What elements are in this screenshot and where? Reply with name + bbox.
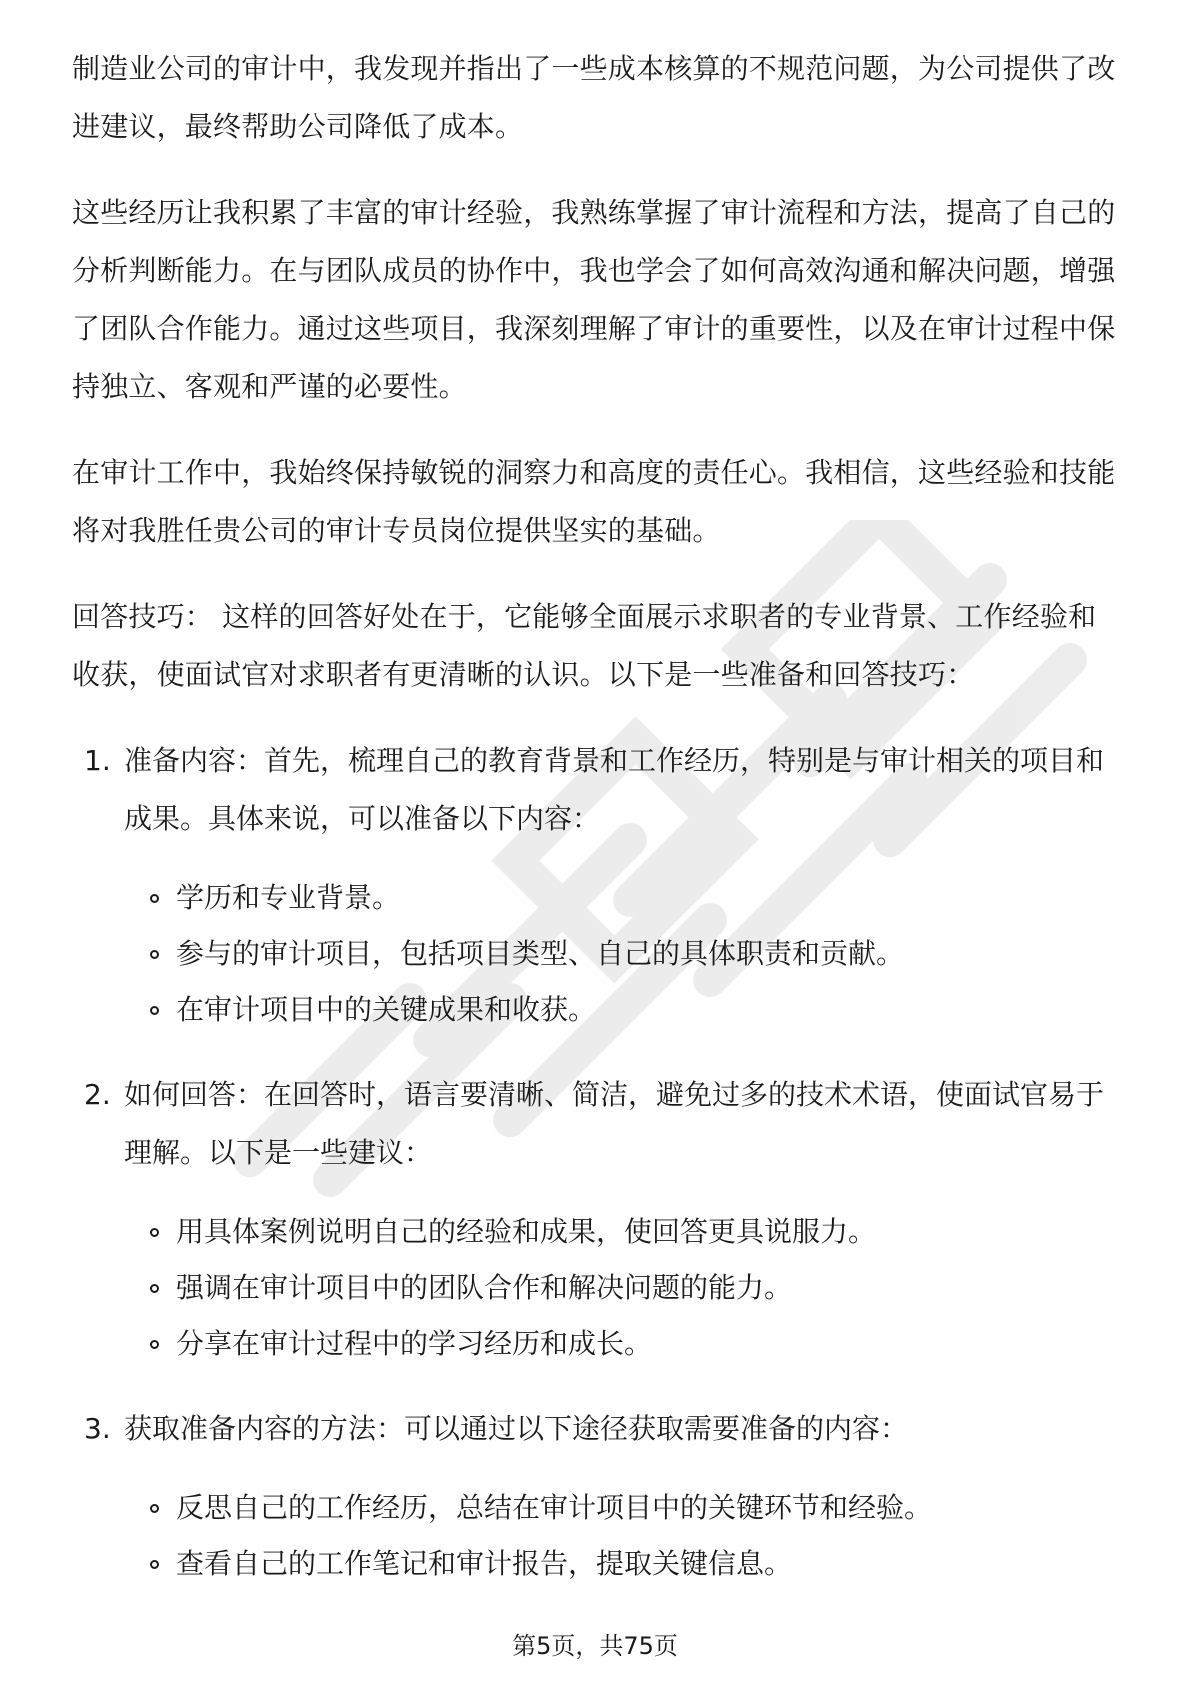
sub-list-2 xyxy=(72,1204,1122,1372)
document-body xyxy=(72,40,1122,1620)
list-item-text: 获取准备内容的方法：可以通过以下途径获取需要准备的内容： xyxy=(124,1412,909,1445)
sub-list-item xyxy=(72,1260,1122,1316)
paragraph-1: 制造业公司的审计中，我发现并指出了一些成本核算的不规范问题，为公司提供了改进建议，最终帮助公司降低了成本。 xyxy=(72,52,1116,143)
sub-list-item xyxy=(72,1204,1122,1260)
list-item-2 xyxy=(72,1066,1122,1182)
sub-item-text: 反思自己的工作经历，总结在审计项目中的关键环节和经验。 xyxy=(176,1491,933,1524)
circle-bullet-icon xyxy=(150,950,159,959)
paragraph-3: 在审计工作中，我始终保持敏锐的洞察力和高度的责任心。我相信，这些经验和技能将对我胜任贵公司的审计专员岗位提供坚实的基础。 xyxy=(72,456,1116,547)
list-item-text: 如何回答：在回答时，语言要清晰、简洁，避免过多的技术术语，使面试官易于理解。以下是一些建议： xyxy=(124,1078,1105,1169)
sub-item-text: 用具体案例说明自己的经验和成果，使回答更具说服力。 xyxy=(176,1215,877,1248)
sub-item-text: 学历和专业背景。 xyxy=(176,881,401,914)
circle-bullet-icon xyxy=(150,1228,159,1237)
list-number: 1. xyxy=(84,744,111,777)
sub-item-text: 查看自己的工作笔记和审计报告，提取关键信息。 xyxy=(176,1547,793,1580)
sub-list-item xyxy=(72,982,1122,1038)
circle-bullet-icon xyxy=(150,1284,159,1293)
list-item-text: 准备内容：首先，梳理自己的教育背景和工作经历，特别是与审计相关的项目和成果。具体来说，可以准备以下内容： xyxy=(124,744,1105,835)
circle-bullet-icon xyxy=(150,1340,159,1349)
list-item-3 xyxy=(72,1400,1122,1458)
sub-item-text: 参与的审计项目，包括项目类型、自己的具体职责和贡献。 xyxy=(176,937,905,970)
circle-bullet-icon xyxy=(150,894,159,903)
sub-item-text: 分享在审计过程中的学习经历和成长。 xyxy=(176,1327,653,1360)
sub-list-1 xyxy=(72,870,1122,1038)
sub-list-item xyxy=(72,926,1122,982)
page-footer: 第5页，共75页 xyxy=(512,1632,678,1660)
sub-list-item xyxy=(72,870,1122,926)
list-item-1 xyxy=(72,732,1122,848)
sub-item-text: 强调在审计项目中的团队合作和解决问题的能力。 xyxy=(176,1271,793,1304)
circle-bullet-icon xyxy=(150,1560,159,1569)
paragraph-2: 这些经历让我积累了丰富的审计经验，我熟练掌握了审计流程和方法，提高了自己的分析判断能力。在与团队成员的协作中，我也学会了如何高效沟通和解决问题，增强了团队合作能力。通过这些项目，我深刻理解了审计的重要性，以及在审计过程中保持独立、客观和严谨的必要性。 xyxy=(72,196,1116,403)
list-number: 3. xyxy=(84,1412,111,1445)
sub-list-item xyxy=(72,1480,1122,1536)
circle-bullet-icon xyxy=(150,1504,159,1513)
sub-list-item xyxy=(72,1536,1122,1592)
sub-list-3 xyxy=(72,1480,1122,1592)
list-number: 2. xyxy=(84,1078,111,1111)
answer-tips-paragraph: 回答技巧： 这样的回答好处在于，它能够全面展示求职者的专业背景、工作经验和收获，使面试官对求职者有更清晰的认识。以下是一些准备和回答技巧： xyxy=(72,600,1097,691)
sub-list-item xyxy=(72,1316,1122,1372)
sub-item-text: 在审计项目中的关键成果和收获。 xyxy=(176,993,597,1026)
circle-bullet-icon xyxy=(150,1006,159,1015)
